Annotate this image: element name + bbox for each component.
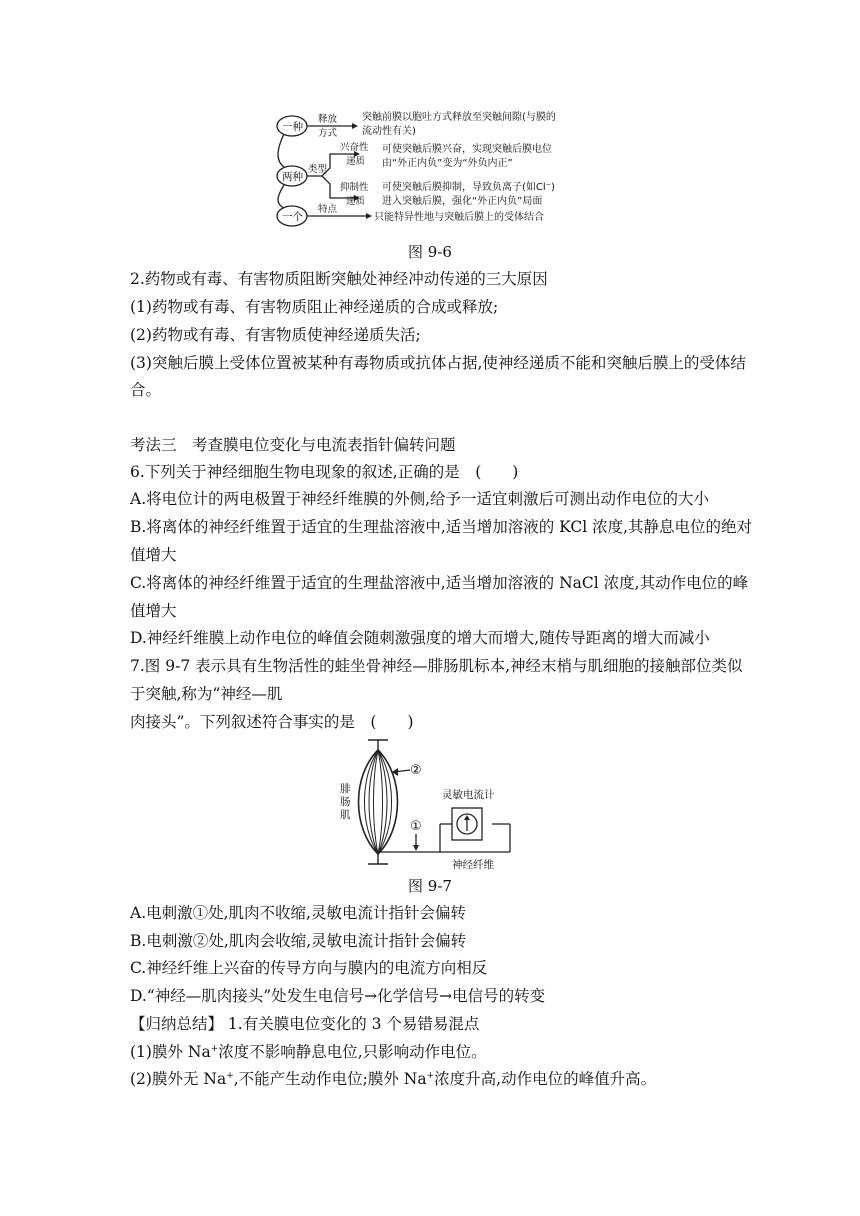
question-6-option-b-cont: 值增大 [130,546,177,564]
figure-9-7-diagram [330,736,530,870]
summary-point-2-part-b: ,不能产生动作电位;膜外 Na [233,1070,427,1088]
question-6-option-c: C.将离体的神经纤维置于适宜的生理盐溶液中,适当增加溶液的 NaCl 浓度,其动作电位的峰 [130,574,749,592]
paragraph-line: (3)突触后膜上受体位置被某种有毒物质或抗体占据,使神经递质不能和突触后膜上的受体结 [130,354,746,372]
inhibitory-label: 抑制性 [340,182,369,193]
question-7-stem-cont-2: 肉接头”。下列叙述符合事实的是 ( ) [130,713,414,731]
superscript-plus: + [226,1070,234,1081]
node-one: 一个 [282,211,303,223]
feature-text: 只能特异性地与突触后膜上的受体结合 [374,212,544,223]
superscript-plus: + [426,1070,435,1081]
question-6-option-b: B.将离体的神经纤维置于适宜的生理盐溶液中,适当增加溶液的 KCl 浓度,其静息电位的绝对 [130,518,753,536]
release-text-2: 流动性有关) [362,126,416,137]
muscle-label-3: 肌 [340,809,351,821]
release-label-2: 方式 [318,128,338,139]
feature-label: 特点 [318,204,338,215]
release-text: 突触前膜以胞吐方式释放至突触间隙(与膜的 [362,112,556,123]
galvanometer-label: 灵敏电流计 [442,789,495,801]
section-heading: 考法三 考查膜电位变化与电流表指针偏转问题 [130,436,456,454]
summary-point-2 [130,1069,740,1089]
muscle-label: 腓 [340,783,351,795]
question-7-option-d: D.“神经—肌肉接头”处发生电信号→化学信号→电信号的转变 [130,987,546,1005]
node-two-kinds: 两种 [282,171,303,183]
superscript-plus: + [210,1043,219,1054]
node-one-kind: 一种 [282,121,303,133]
summary-point-1-part-a: (1)膜外 Na [130,1043,211,1061]
figure-9-7-caption: 图 9-7 [408,877,452,895]
question-7-stem: 7.图 9-7 表示具有生物活性的蛙坐骨神经—腓肠肌标本,神经末梢与肌细胞的接触部位类似 [130,657,743,675]
excitatory-label: 兴奋性 [340,142,369,153]
summary-heading: 【归纳总结】 1.有关膜电位变化的 3 个易错易混点 [130,1015,480,1033]
figure-9-6-caption: 图 9-6 [408,243,452,261]
marker-2: ② [410,763,422,778]
question-7-stem-cont: 于突触,称为“神经—肌 [130,685,283,703]
figure-9-6-diagram [270,106,590,230]
inhibitory-text: 可使突触后膜抑制，导致负离子(如Cl⁻) [382,182,555,193]
muscle-shape [359,750,398,854]
muscle-label-2: 肠 [340,796,351,808]
paragraph-line: (1)药物或有毒、有害物质阻止神经递质的合成或释放; [130,298,499,316]
summary-point-1 [130,1042,740,1062]
question-6-stem: 6.下列关于神经细胞生物电现象的叙述,正确的是 ( ) [130,463,519,481]
question-7-option-a: A.电刺激①处,肌肉不收缩,灵敏电流计指针会偏转 [130,904,466,922]
nerve-fiber-label: 神经纤维 [452,859,494,870]
question-6-option-a: A.将电位计的两电极置于神经纤维膜的外侧,给予一适宜刺激后可测出动作电位的大小 [130,490,710,508]
question-7-option-c: C.神经纤维上兴奋的传导方向与膜内的电流方向相反 [130,959,488,977]
summary-point-2-part-a: (2)膜外无 Na [130,1070,227,1088]
paragraph-line: 合。 [130,381,162,399]
marker-1: ① [410,819,422,834]
summary-point-2-part-c: 浓度升高,动作电位的峰值升高。 [434,1070,657,1088]
excitatory-text-2: 由“外正内负”变为“外负内正” [382,158,513,169]
excitatory-label-2: 递质 [346,156,366,167]
type-label: 类型 [308,164,328,175]
paragraph-line: 2.药物或有毒、有害物质阻断突触处神经冲动传递的三大原因 [130,270,548,288]
inhibitory-label-2: 递质 [346,196,366,207]
question-6-option-d: D.神经纤维膜上动作电位的峰值会随刺激强度的增大而增大,随传导距离的增大而减小 [130,629,710,647]
summary-point-1-part-b: 浓度不影响静息电位,只影响动作电位。 [218,1043,487,1061]
question-7-option-b: B.电刺激②处,肌肉会收缩,灵敏电流计指针会偏转 [130,932,467,950]
excitatory-text: 可使突触后膜兴奋，实现突触后膜电位 [382,144,552,155]
question-6-option-c-cont: 值增大 [130,602,177,620]
release-label: 释放 [318,114,338,125]
inhibitory-text-2: 进入突触后膜，强化“外正内负”局面 [382,196,543,207]
paragraph-line: (2)药物或有毒、有害物质使神经递质失活; [130,326,421,344]
